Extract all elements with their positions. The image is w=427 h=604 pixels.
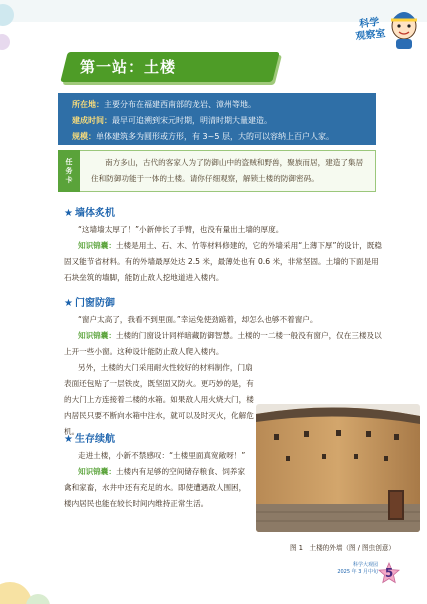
bubble-decoration (0, 4, 14, 26)
info-row-time: 建成时间：最早可追溯到宋元时期，明清时期大量建造。 (72, 116, 272, 125)
task-card-text: 南方多山，古代的客家人为了防御山中的盗贼和野兽，聚族而居，建造了集居住和防御功能于一体的土楼。请你仔细观察，解锁土楼的防御密码。 (91, 158, 364, 183)
info-row-scale: 规模：单体建筑多为圆形或方形，有 3~5 层，大的可以容纳上百户人家。 (72, 132, 334, 141)
section-survival (64, 432, 250, 512)
paragraph: 知识锦囊：土楼内有足够的空间储存粮食、饲养家禽和家畜，水井中还有充足的水。即使遭遇敌人围困，楼内居民也能在较长时间内维持正常生活。 (64, 467, 247, 508)
column-badge-label: 科学 观察室 (355, 17, 387, 43)
page-number: 5 (378, 562, 400, 584)
section-heading: ★ 门窗防御 (64, 298, 115, 309)
paragraph: 另外，土楼的大门采用耐火性较好的材料制作，门扇表面还包贴了一层铁皮，既坚固又防火。更巧妙的是，有的大门上方连接着二楼的水箱。如果敌人用火烧大门，楼内居民只要不断向水箱中注水，就可以及时灭火，化解危机。 (64, 363, 254, 436)
section-heading: ★ 墙体炙机 (64, 208, 115, 219)
task-card-tag: 任 务 卡 (58, 150, 80, 192)
section-walls (64, 206, 384, 286)
tulou-image (256, 404, 420, 532)
star-icon: ★ (64, 208, 73, 219)
mascot-icon (387, 6, 421, 50)
tulou-photo (256, 404, 420, 532)
figure-caption: 图 1 土楼的外墙（图 / 图虫创意） (290, 544, 396, 552)
star-icon: ★ (64, 298, 73, 309)
task-card (58, 150, 376, 192)
page-title: 第一站：土楼 (80, 58, 177, 76)
bottom-decoration (0, 574, 80, 604)
star-icon: ★ (64, 434, 73, 445)
info-box (58, 93, 376, 145)
paragraph: 知识锦囊：土楼是用土、石、木、竹等材料修建的，它的外墙采用“上薄下厚”的设计，既稳固又能节省材料。有的外墙最厚处达 2.5 米，最薄处也有 0.6 米，非常坚固。土墙的下面是用石块垒筑的墙脚，能防止敌人挖地道进入楼内。 (64, 241, 383, 282)
column-badge (345, 6, 421, 56)
bubble-decoration (0, 34, 10, 50)
paragraph: 走进土楼，小新不禁感叹：“土楼里面真宽敞呀！” (78, 451, 246, 460)
paragraph: 知识锦囊：土楼的门窗设计同样暗藏防御智慧。土楼的一二楼一般没有窗户，仅在三楼及以上开一些小窗。这种设计能防止敌人爬入楼内。 (64, 331, 382, 356)
paragraph: “窗户太高了，我看不到里面。”幸运兔使劲踮着，却怎么也够不着窗户。 (78, 315, 318, 324)
footer-note: 科学大观园 2025 年 3 月中旬 (337, 562, 378, 575)
info-row-location: 所在地：主要分布在福建西南部的龙岩、漳州等地。 (72, 100, 256, 109)
section-heading: ★ 生存续航 (64, 434, 115, 445)
left-decoration (0, 0, 12, 604)
section-doors-windows (64, 296, 384, 360)
paragraph: “这墙墙太厚了！”小新伸长了手臂，也没有量出土墙的厚度。 (78, 225, 284, 234)
